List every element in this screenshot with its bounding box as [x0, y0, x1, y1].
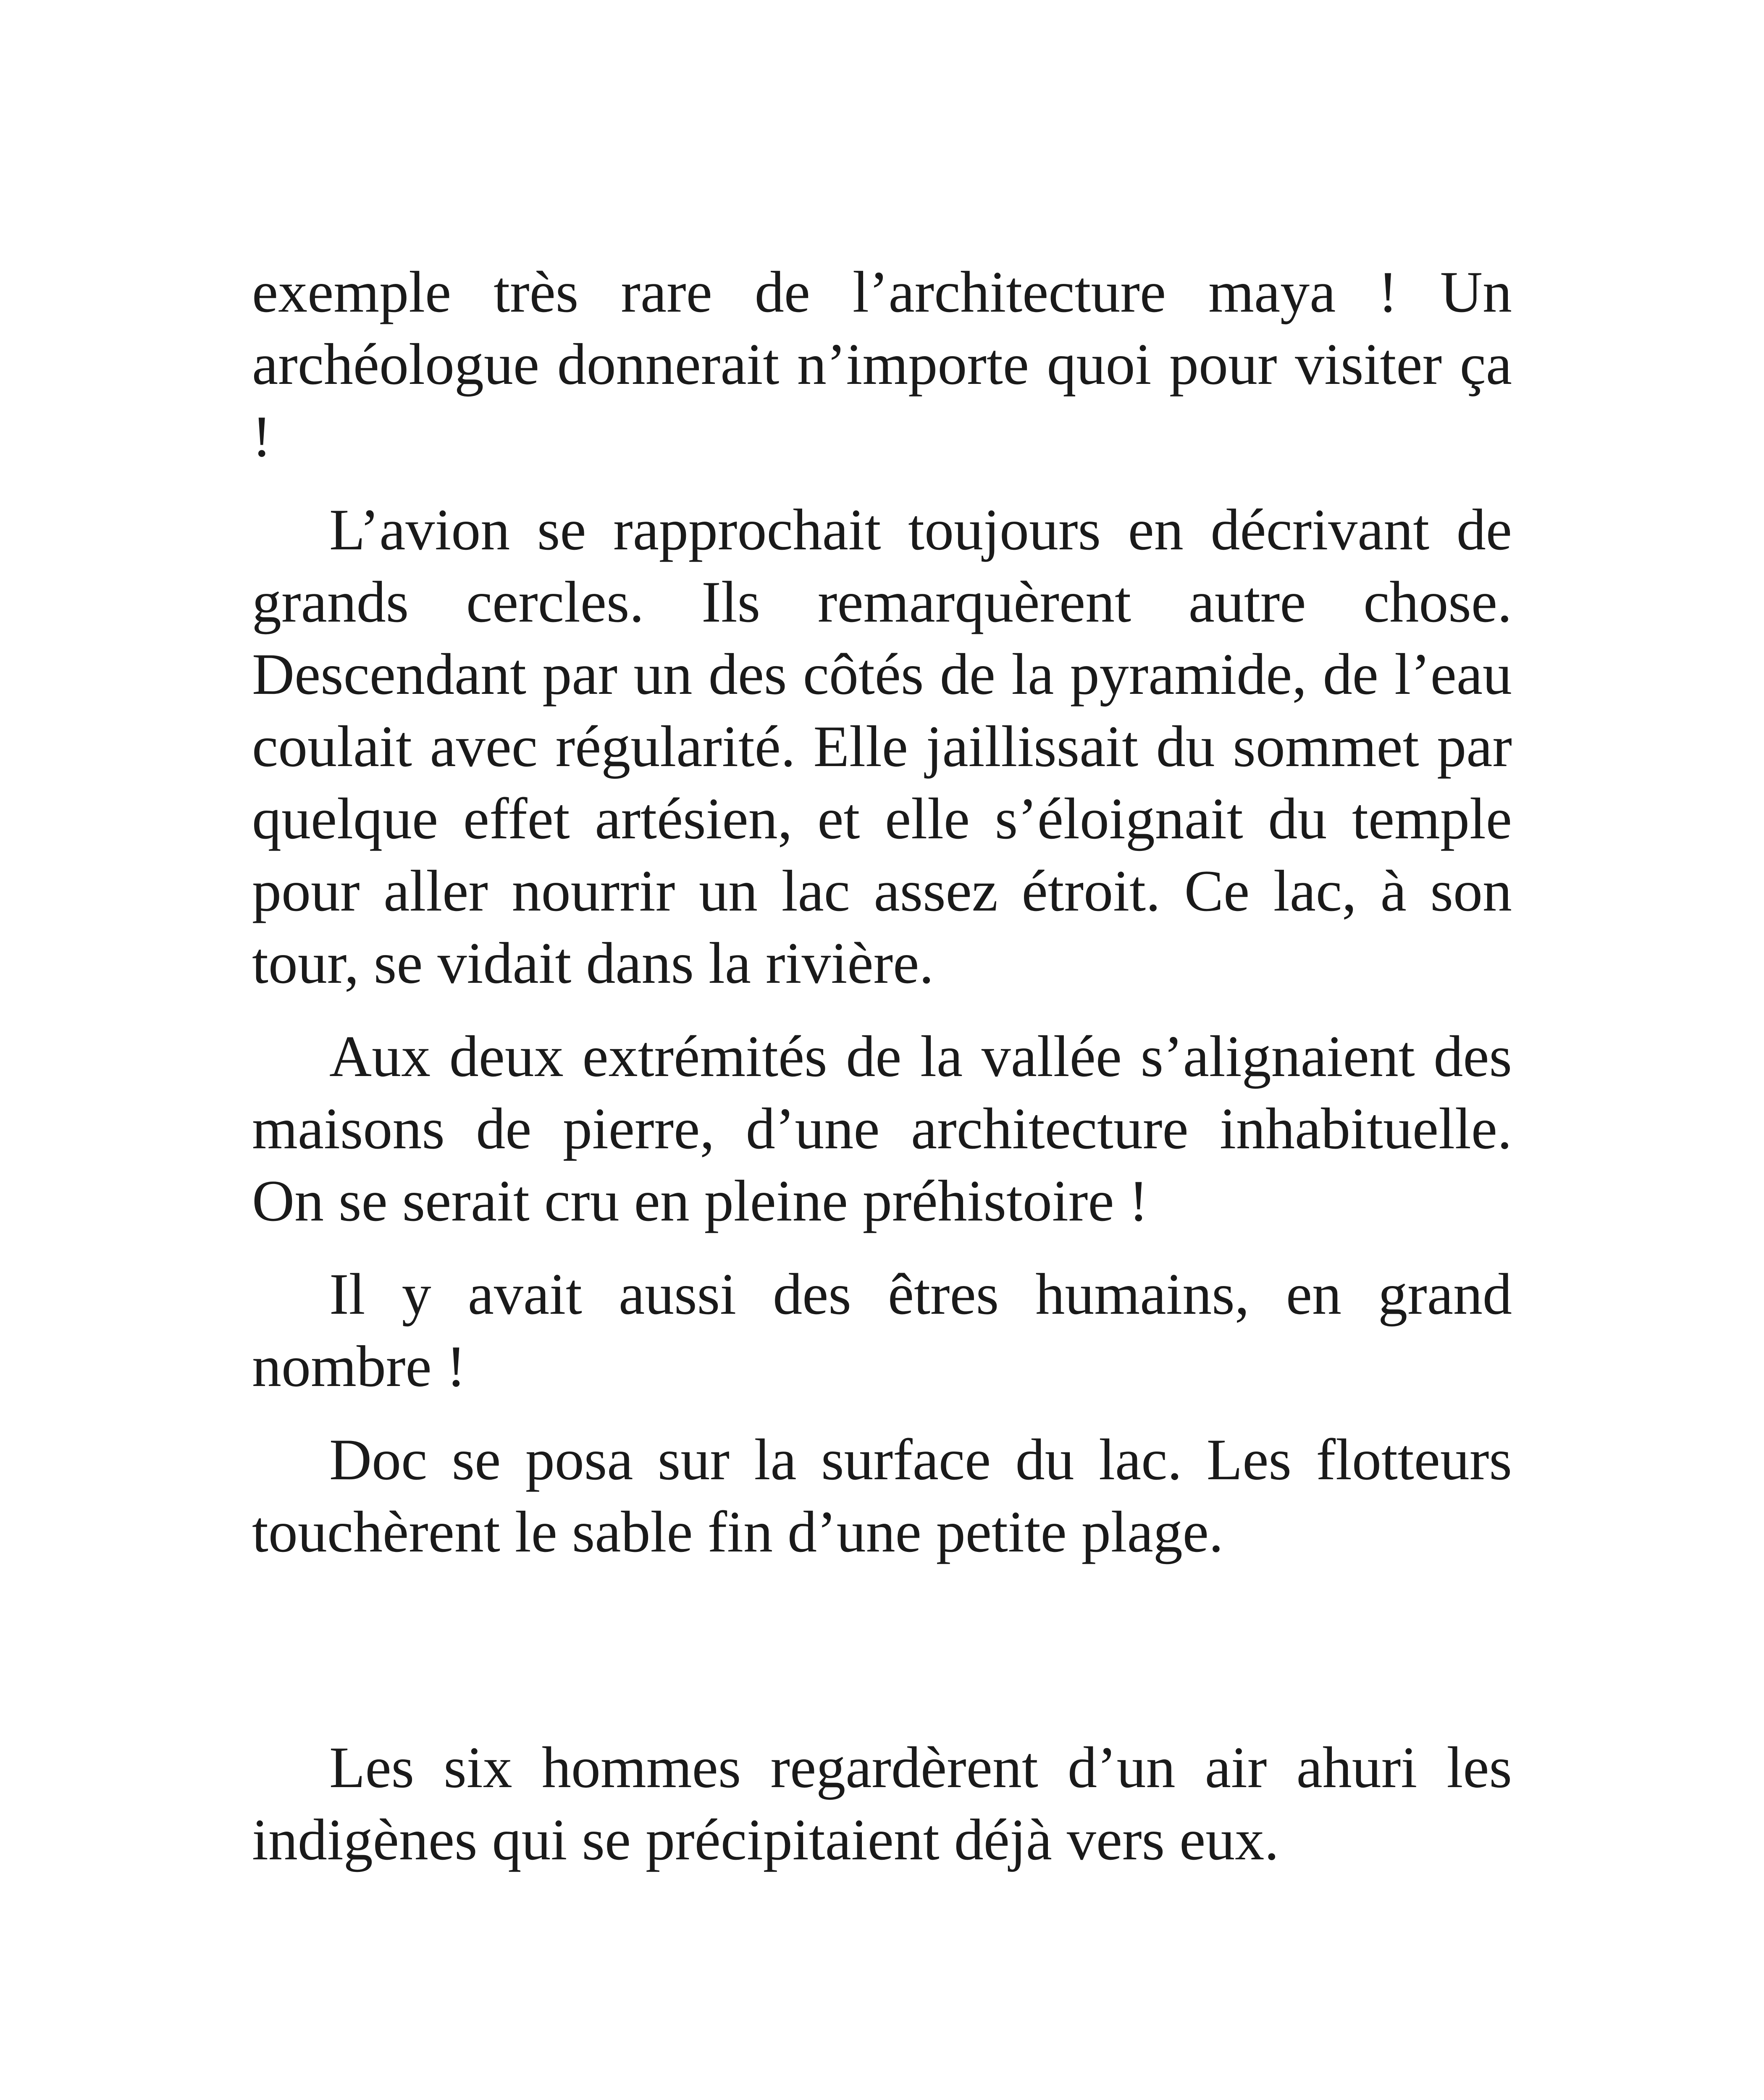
paragraph-1: exemple très rare de l’architecture maya ! Un archéologue donnerait n’importe quoi pour visiter ça ! [252, 260, 1512, 469]
paragraph-4: Il y avait aussi des êtres humains, en grand nombre ! [252, 1262, 1512, 1399]
paragraph-6: Les six hommes regardèrent d’un air ahuri les indigènes qui se précipitaient déjà vers eux. [252, 1735, 1512, 1872]
body-text [252, 256, 1512, 1897]
paragraph-5: Doc se posa sur la surface du lac. Les flotteurs touchèrent le sable fin d’une petite plage. [252, 1427, 1512, 1564]
paragraph-3: Aux deux extrémités de la vallée s’alignaient des maisons de pierre, d’une architecture inhabituelle. On se serait cru en pleine préhistoire ! [252, 1024, 1512, 1234]
paragraph-2: L’avion se rapprochait toujours en décrivant de grands cercles. Ils remarquèrent autre chose. Descendant par un des côtés de la pyramide, de l’eau coulait avec régularité. Elle jaillissait du sommet par quelque effet artésien, et elle s’éloignait du temple pour aller nourrir un lac assez étroit. Ce lac, à son tour, se vidait dans la rivière. [252, 497, 1512, 996]
